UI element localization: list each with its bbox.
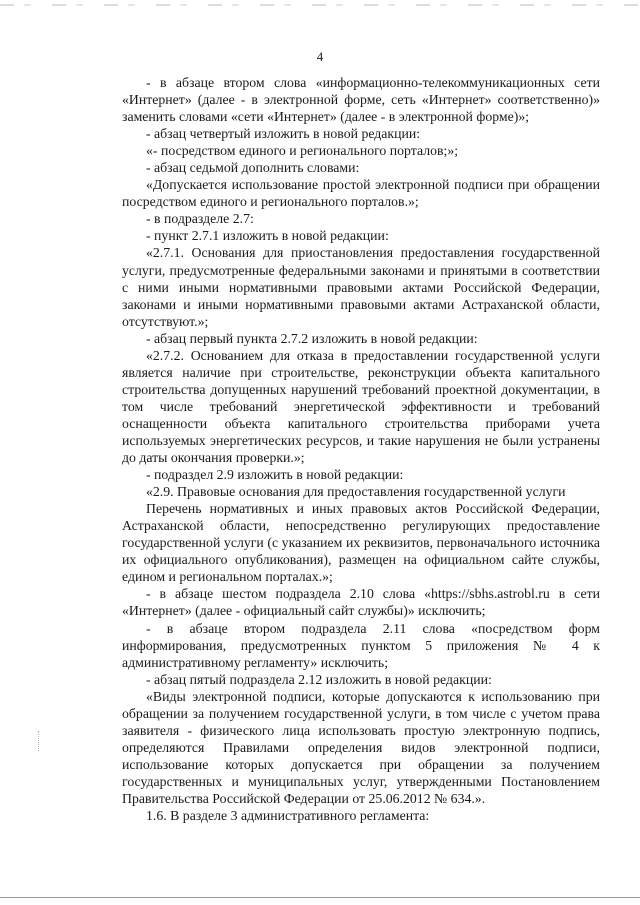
- paragraph: - в абзаце втором подраздела 2.11 слова «посредством форм информирования, предусмотренных пунктом 5 приложения № 4 к административному регламенту» исключить;: [122, 620, 600, 670]
- paragraph: Перечень нормативных и иных правовых актов Российской Федерации, Астраханской области, непосредственно регулирующих предоставление государственной услуги (с указанием их реквизитов, первоначального источника их официального опубликования), размещен на официальном сайте службы, едином и региональном порталах.»;: [122, 501, 600, 585]
- scan-margin-mark: [38, 731, 45, 751]
- paragraph: 1.6. В разделе 3 административного регламента:: [146, 808, 430, 824]
- document-body: [122, 74, 600, 824]
- paragraph: - абзац пятый подраздела 2.12 изложить в новой редакции:: [146, 671, 492, 687]
- scan-bottom-edge: [0, 897, 640, 898]
- paragraph: «2.7.1. Основания для приостановления предоставления государственной услуги, предусмотренные федеральными законами и принятыми в соответствии с ними иными нормативными правовыми актами Российской Федерации, законами и иными нормативными правовыми актами Астраханской области, отсутствуют.»;: [122, 245, 600, 329]
- paragraph: - в абзаце шестом подраздела 2.10 слова «https://sbhs.astrobl.ru в сети «Интернет» (далее - официальный сайт службы)» исключить;: [122, 586, 600, 619]
- paragraph: «Допускается использование простой электронной подписи при обращении посредством единого и регионального порталов.»;: [122, 177, 600, 210]
- paragraph: - абзац первый пункта 2.7.2 изложить в новой редакции:: [146, 330, 478, 346]
- page-number: 4: [316, 49, 324, 64]
- paragraph: «- посредством единого и регионального порталов;»;: [146, 143, 459, 159]
- paragraph: «Виды электронной подписи, которые допускаются к использованию при обращении за получением государственной услуги, в том числе с учетом права заявителя - физического лица использовать простую электронную подпись, определяются Правилами определения видов электронной подписи, использование которых допускается при обращении за получением государственных и муниципальных услуг, утвержденными Постановлением Правительства Российской Федерации от 25.06.2012 № 634.».: [122, 688, 600, 806]
- scan-edge-artifact: [0, 4, 640, 6]
- paragraph: - абзац четвертый изложить в новой редакции:: [146, 126, 421, 142]
- paragraph: - в подразделе 2.7:: [146, 211, 254, 227]
- paragraph: - пункт 2.7.1 изложить в новой редакции:: [146, 228, 389, 244]
- paragraph: - в абзаце втором слова «информационно-телекоммуникационных сети «Интернет» (далее - в электронной форме, сеть «Интернет» соответственно)» заменить словами «сети «Интернет» (далее - в электронной форме)»;: [122, 75, 600, 125]
- paragraph: - подраздел 2.9 изложить в новой редакции:: [146, 467, 404, 483]
- paragraph: «2.7.2. Основанием для отказа в предоставлении государственной услуги является наличие при строительстве, реконструкции объекта капитального строительства допущенных нарушений требований проектной документации, в том числе требований энергетической эффективности и требований оснащенности объекта капитального строительства приборами учета используемых энергетических ресурсов, и такие нарушения не были устранены до даты окончания проверки.»;: [122, 347, 600, 466]
- paragraph: - абзац седьмой дополнить словами:: [146, 160, 360, 176]
- section-heading: «2.9. Правовые основания для предоставления государственной услуги: [146, 484, 566, 500]
